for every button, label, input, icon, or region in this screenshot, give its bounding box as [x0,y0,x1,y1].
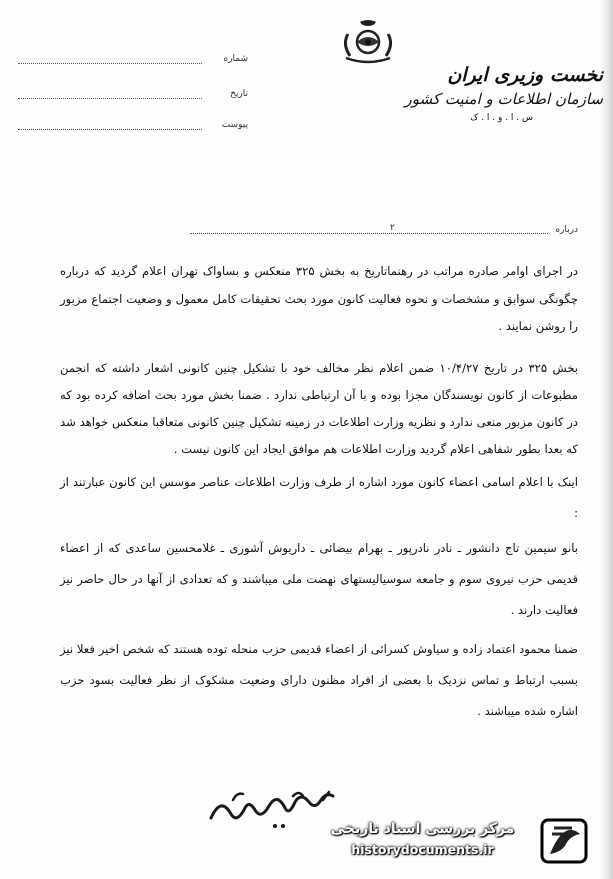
scan-edge [599,0,613,879]
watermark-text [320,818,525,860]
number-label: شماره [223,54,248,64]
letterhead-title: نخست وزیری ایران [447,64,603,86]
attachment-dots [18,129,202,130]
regarding-label: درباره [555,225,578,235]
date-dots [18,98,202,99]
regarding-field [190,225,578,239]
archive-logo-icon [536,814,592,866]
number-dots [18,63,202,64]
watermark-url: historydocuments.ir [351,842,494,857]
watermark-title: مرکز بررسی اسناد تاریخی [330,821,515,837]
regarding-dots [190,233,548,234]
archive-watermark [300,812,592,870]
paragraph-3: اینک با اعلام اسامی اعضاء کانون مورد اشاره از طرف وزارت اطلاعات عناصر موسس این کانون عبارتند از : [60,474,578,520]
paragraph-2: بخش ۳۲۵ در تاریخ ۱۰/۴/۲۷ ضمن اعلام نظر مخالف خود با تشکیل چنین کانونی اشعار داشته که انجمن مطبوعات از کانون نویسندگان مجزا بوده و با آن ارتباطی ندارد . ضمنا بخش مورد بحث اضافه کرده بود که در کانون مزبور منعی ندارد و نظریه وزارت اطلاعات در زمینه تشکیل چنین کانونی متعاقبا منعکس خواهد شد که بعدا بطور شفاهی اعلام گردید وزارت اطلاعات هم موافق ایجاد این کانون نیست . [60,360,579,456]
letter-body [60,258,578,727]
date-label: تاریخ [230,89,248,99]
letterhead-abbreviation: س . ا . و . ا . ک [470,113,533,123]
regarding-value: ۲ [390,223,395,233]
date-field [18,89,248,105]
attachment-label: پیوست [221,120,248,130]
number-field [18,54,248,70]
paragraph-4: بانو سیمین تاج دانشور ـ نادر نادرپور ـ بهرام بیضائی ـ داریوش آشوری ـ غلامحسین ساعدی که از اعضاء قدیمی حزب نیروی سوم و جامعه سوسیالیستهای نهضت ملی میباشند و که تعدادی از آنها در حال حاضر نیز فعالیت دارند . [60,540,578,617]
paragraph-5: ضمنا محمود اعتماد زاده و سیاوش کسرائی از اعضاء قدیمی حزب منحله توده هستند که شخص اخیر فعلا نیز بسبب ارتباط و تماس نزدیک با بعضی از افراد مظنون دارای وضعیت مشکوک از نظر فعالیت بسود حزب اشاره شده میباشند . [60,641,578,718]
letterhead [258,62,603,126]
paragraph-1: در اجرای اوامر صادره مراتب در رهنماتاریخ به بخش ۳۲۵ منعکس و بساواک تهران اعلام گردید که درباره چگونگی سوابق و مشخصات و نحوه فعالیت کانون مورد بحث تحقیقات کامل معمول و وضعیت اجتماع مزبور را روشن نمایند . [60,264,579,333]
lion-and-sun-emblem-icon [338,18,398,64]
attachment-field [18,120,248,136]
letterhead-subtitle: سازمان اطلاعات و امنیت کشور [404,90,603,108]
